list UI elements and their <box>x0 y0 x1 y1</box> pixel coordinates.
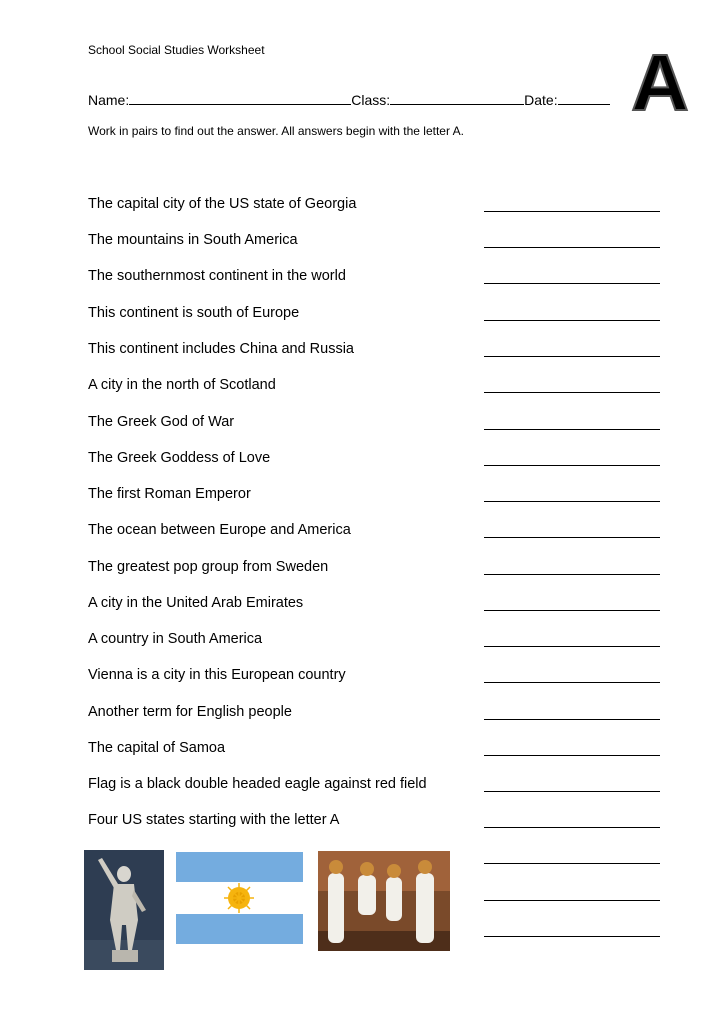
answer-line[interactable] <box>484 863 660 864</box>
class-label: Class: <box>351 92 391 108</box>
answer-line[interactable] <box>484 247 660 248</box>
answer-line[interactable] <box>484 501 660 502</box>
question-text: The capital of Samoa <box>88 740 226 756</box>
answer-line[interactable] <box>484 356 660 357</box>
question-text: A city in the north of Scotland <box>88 377 276 393</box>
answer-line[interactable] <box>484 755 660 756</box>
answer-line[interactable] <box>484 610 660 611</box>
date-label: Date: <box>524 92 558 108</box>
answer-line[interactable] <box>484 283 660 284</box>
big-letter-text: A <box>631 44 689 118</box>
worksheet-header: School Social Studies Worksheet <box>88 43 265 57</box>
question-text: Vienna is a city in this European country <box>88 667 346 683</box>
question-text: The capital city of the US state of Georgia <box>88 196 357 212</box>
student-info-line <box>88 90 610 108</box>
answer-line[interactable] <box>484 320 660 321</box>
class-blank[interactable] <box>390 90 524 105</box>
answer-line[interactable] <box>484 900 660 901</box>
argentina-flag-image <box>176 852 303 944</box>
answer-line[interactable] <box>484 574 660 575</box>
question-text: The greatest pop group from Sweden <box>88 559 329 575</box>
question-text: Four US states starting with the letter A <box>88 812 340 828</box>
answer-line[interactable] <box>484 429 660 430</box>
answer-line[interactable] <box>484 465 660 466</box>
question-text: Another term for English people <box>88 704 292 720</box>
question-text: This continent is south of Europe <box>88 305 300 321</box>
answer-line[interactable] <box>484 682 660 683</box>
answer-line[interactable] <box>484 936 660 937</box>
sun-of-may-icon <box>224 883 254 913</box>
answer-line[interactable] <box>484 537 660 538</box>
answer-line[interactable] <box>484 392 660 393</box>
question-text: The southernmost continent in the world <box>88 268 346 284</box>
question-text: The ocean between Europe and America <box>88 522 351 538</box>
answer-line[interactable] <box>484 211 660 212</box>
abba-photo-image <box>318 851 450 951</box>
question-text: The Greek God of War <box>88 414 235 430</box>
question-text: This continent includes China and Russia <box>88 341 354 357</box>
question-text: The Greek Goddess of Love <box>88 450 271 466</box>
date-blank[interactable] <box>558 90 610 105</box>
answer-line[interactable] <box>484 827 660 828</box>
question-text: A country in South America <box>88 631 263 647</box>
big-letter-a <box>630 44 690 118</box>
answer-line[interactable] <box>484 719 660 720</box>
statue-image <box>84 850 164 970</box>
instructions: Work in pairs to find out the answer. All answers begin with the letter A. <box>88 124 464 138</box>
answer-line[interactable] <box>484 791 660 792</box>
name-label: Name: <box>88 92 130 108</box>
question-text: Flag is a black double headed eagle against red field <box>88 776 427 792</box>
name-blank[interactable] <box>129 90 351 105</box>
question-text: A city in the United Arab Emirates <box>88 595 304 611</box>
question-text: The first Roman Emperor <box>88 486 251 502</box>
question-text: The mountains in South America <box>88 232 298 248</box>
answer-line[interactable] <box>484 646 660 647</box>
